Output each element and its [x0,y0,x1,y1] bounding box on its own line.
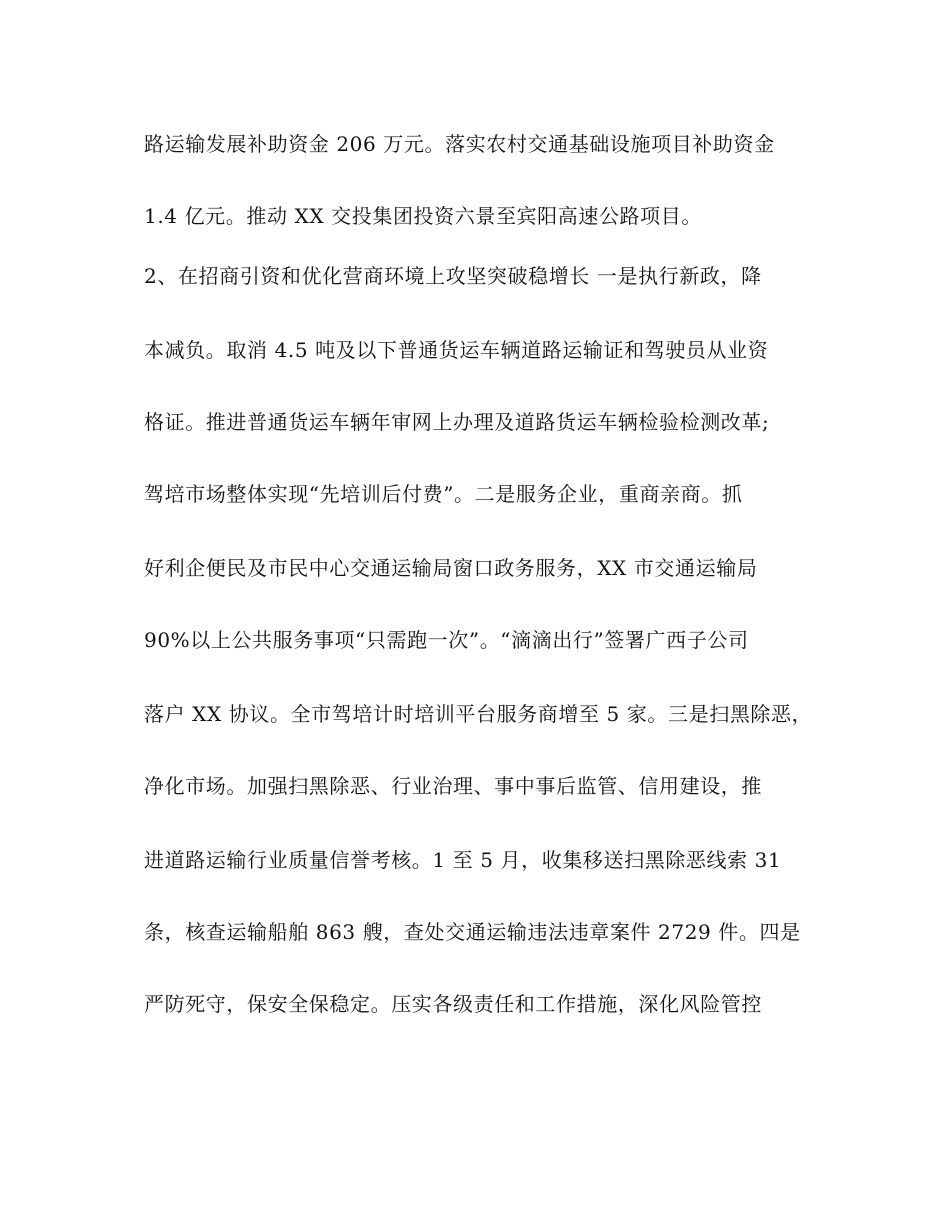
text-line: 条，核查运输船舶 863 艘，查处交通运输违法违章案件 2729 件。四是 [144,920,801,944]
text-line: 90%以上公共服务事项“只需跑一次”。“滴滴出行”签署广西子公司 [144,628,749,652]
text-line: 1.4 亿元。推动 XX 交投集团投资六景至宾阳高速公路项目。 [144,204,702,228]
text-line: 落户 XX 协议。全市驾培计时培训平台服务商增至 5 家。三是扫黑除恶， [144,702,813,726]
text-line: 进道路运输行业质量信誉考核。1 至 5 月，收集移送扫黑除恶线索 31 [144,848,782,872]
text-line: 本减负。取消 4.5 吨及以下普通货运车辆道路运输证和驾驶员从业资 [144,338,769,362]
text-line: 格证。推进普通货运车辆年审网上办理及道路货运车辆检验检测改革; [144,410,770,434]
text-line: 严防死守，保安全保稳定。压实各级责任和工作措施，深化风险管控 [144,992,762,1016]
text-line: 好利企便民及市民中心交通运输局窗口政务服务，XX 市交通运输局 [144,556,758,580]
text-line: 2、在招商引资和优化营商环境上攻坚突破稳增长 一是执行新政，降 [144,264,762,288]
text-line: 路运输发展补助资金 206 万元。落实农村交通基础设施项目补助资金 [144,132,775,156]
text-line: 净化市场。加强扫黑除恶、行业治理、事中事后监管、信用建设，推 [144,774,762,798]
text-line: 驾培市场整体实现“先培训后付费”。二是服务企业，重商亲商。抓 [144,482,743,506]
